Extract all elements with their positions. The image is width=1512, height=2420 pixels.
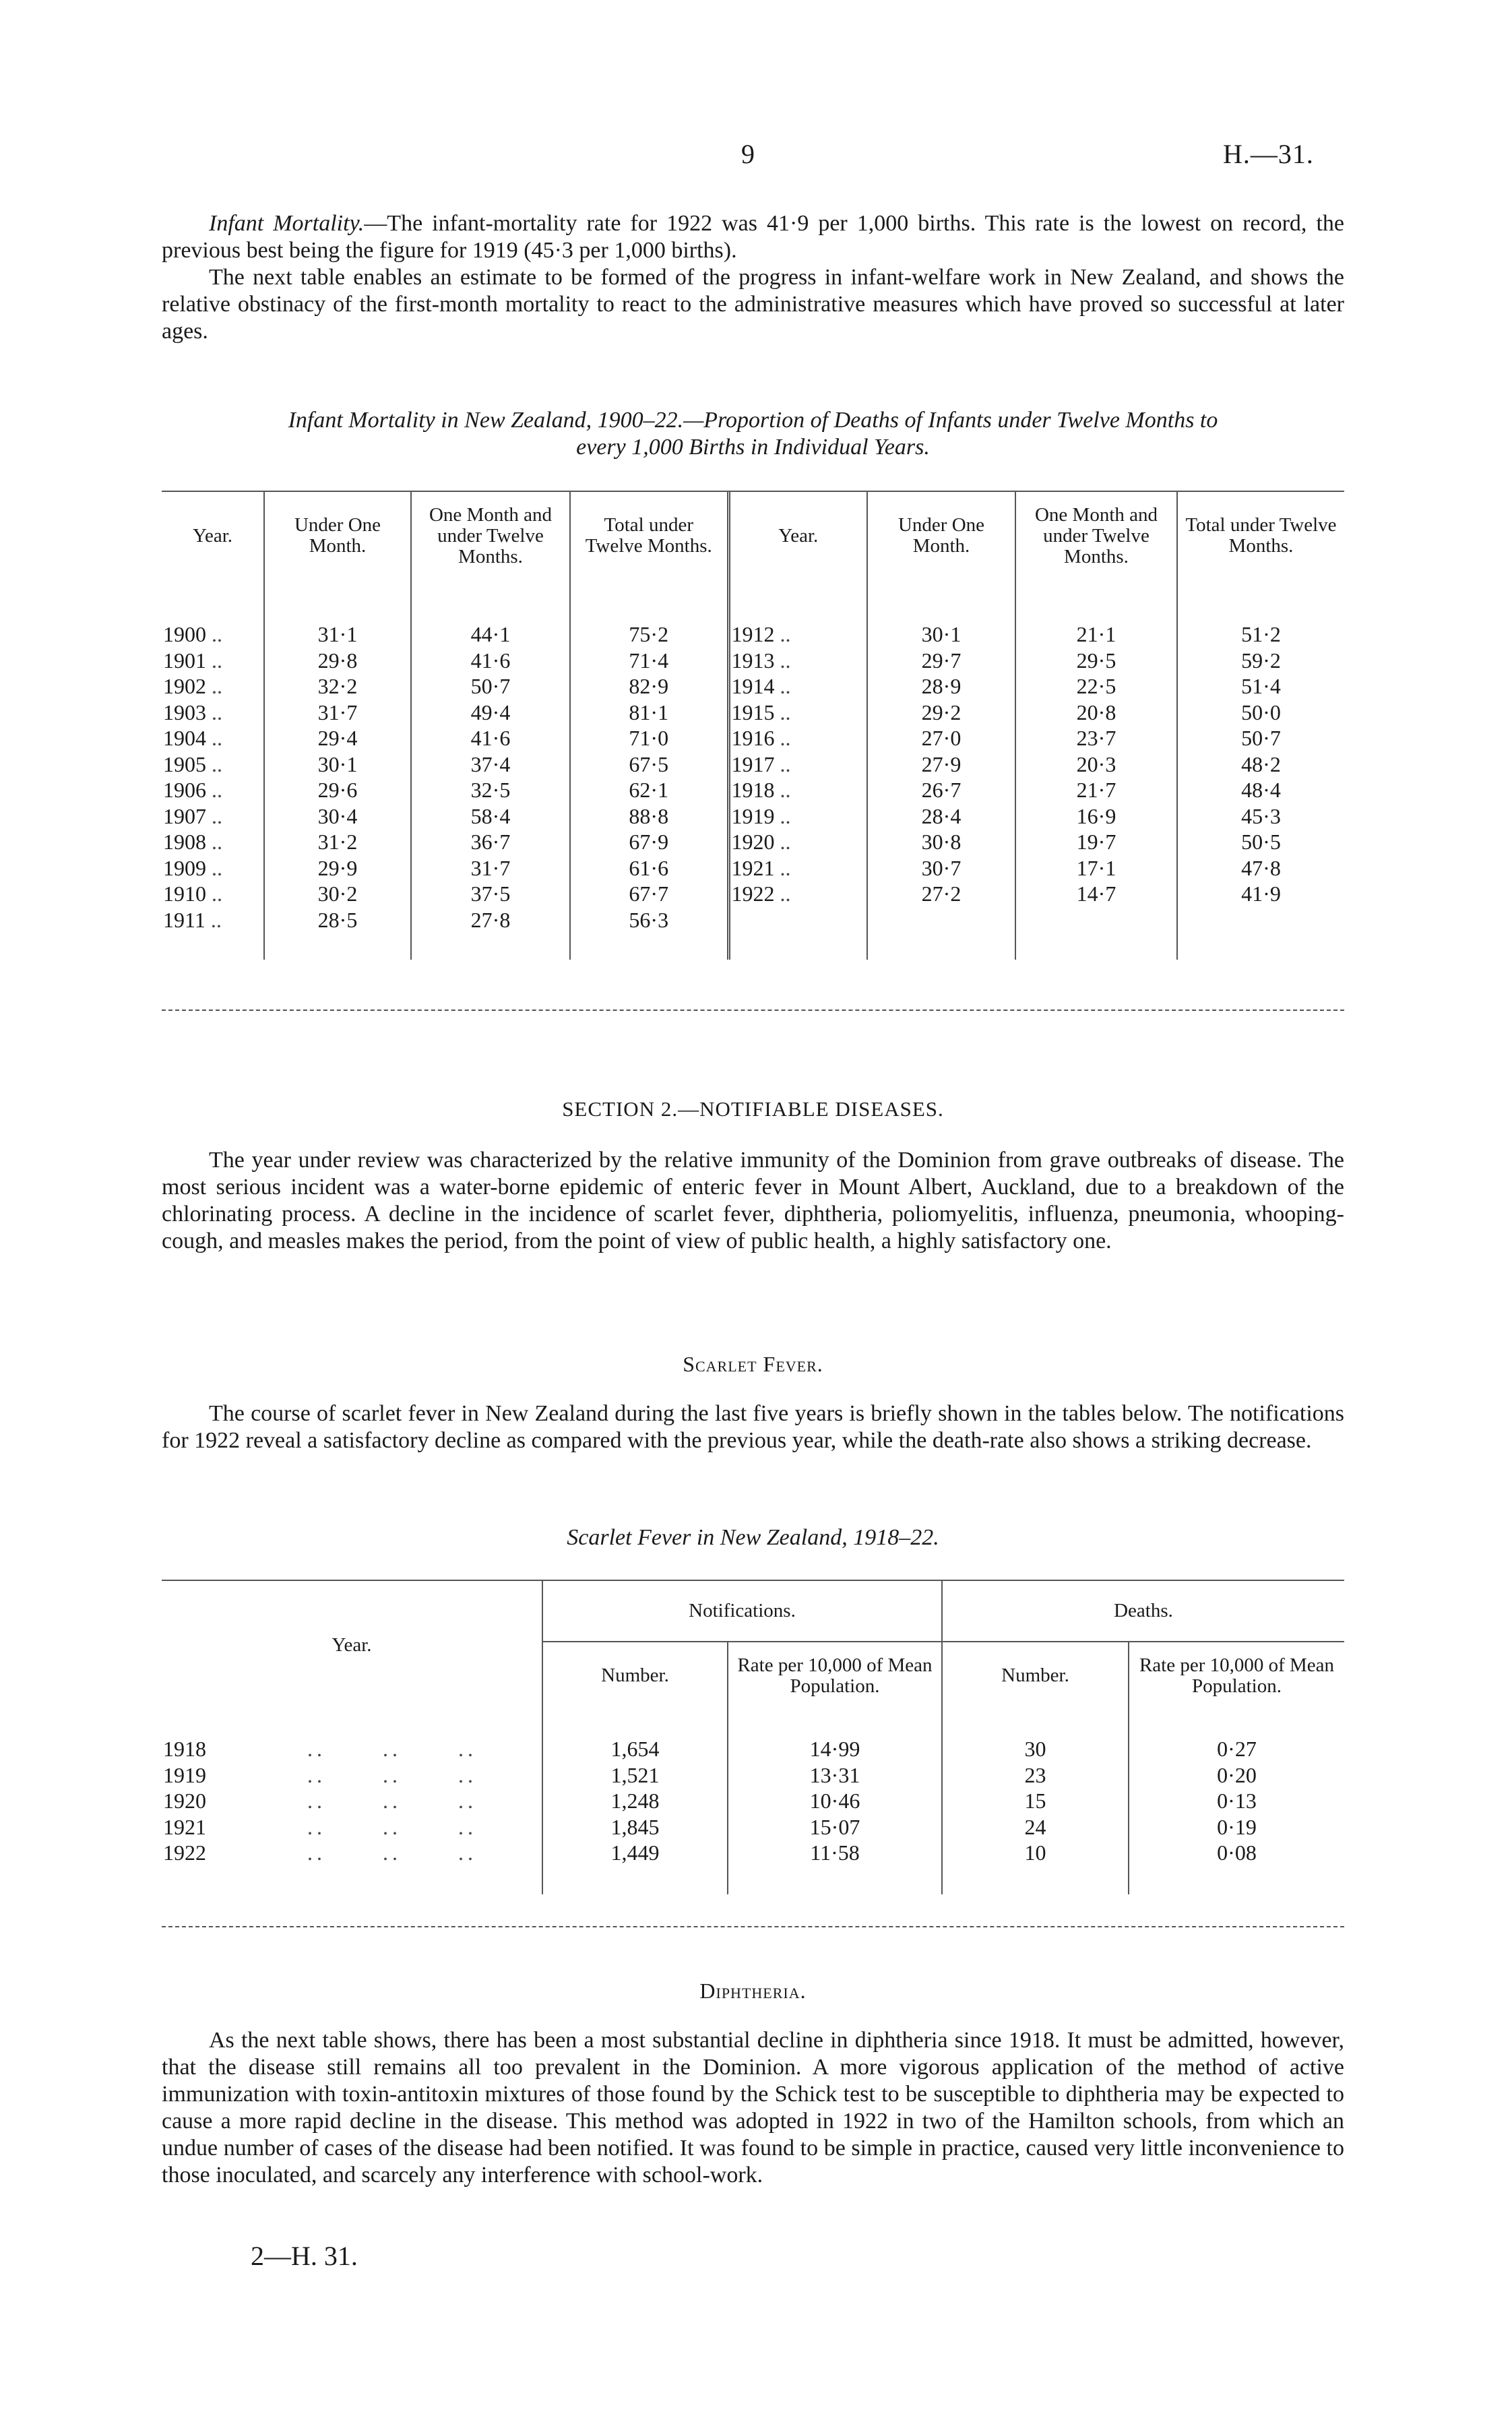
table-cell-year: 1919 ..: [728, 803, 867, 830]
infant-mortality-paragraph-1: [162, 210, 1344, 264]
table-cell-year: 1914 ..: [728, 673, 867, 700]
table-cell-value: 17·1: [1015, 855, 1177, 881]
page-number: 9: [741, 139, 755, 169]
table-cell-year: 1918 ..: [728, 777, 867, 803]
scarlet-col-deaths-number: Number.: [942, 1642, 1129, 1709]
table-row: [162, 1736, 1344, 1762]
table-cell-year: 1908 ..: [162, 829, 264, 855]
table-row: [162, 621, 1344, 648]
leader-dots: ..: [206, 648, 222, 673]
table-cell-year: 1905 ..: [162, 751, 264, 778]
table-cell-value: 24: [942, 1814, 1129, 1840]
table-cell-year: 1919 .. .. ..: [162, 1762, 542, 1789]
table-cell-value: 10·46: [728, 1788, 942, 1814]
table-cell-value: 32·2: [264, 673, 411, 700]
col-year: Year.: [162, 492, 264, 580]
table-cell-value: 29·7: [867, 648, 1015, 674]
scarlet-col-notifications-rate: Rate per 10,000 of Mean Population.: [728, 1642, 942, 1709]
scarlet-col-deaths-rate: Rate per 10,000 of Mean Population.: [1139, 1654, 1335, 1697]
infant-mortality-text: —The infant-mortality rate for 1922 was 41·9 per 1,000 births. This rate is the lowest on record, the previous best being the figure for 1919 (45·3 per 1,000 births).: [162, 211, 1344, 263]
col-total-under-twelve-2: Total under Twelve Months.: [1185, 514, 1337, 557]
table-row: [162, 803, 1344, 830]
leader-dots: .. .. ..: [307, 1762, 477, 1787]
table-cell-value: 27·9: [867, 751, 1015, 778]
table-cell-value: 21·1: [1015, 621, 1177, 648]
diphtheria-paragraph: As the next table shows, there has been a most substantial decline in diphtheria since 1918. It must be admitted, however, that the disease still remains all too prevalent in the Dominion. A more vigorous application of the method of active immunization with toxin-antitoxin mixtures of those found by the Schick test to be susceptible to diphtheria may be expected to cause a more rapid decline in the disease. This method was adopted in 1922 in two of the Hamilton schools, from which an undue number of cases of the disease had been notified. It was found to be simple in practice, caused very little inconvenience to those inoculated, and scarcely any interference with school-work.: [162, 2028, 1344, 2188]
table-cell-value: 67·9: [570, 829, 728, 855]
table-cell-value: 27·8: [411, 907, 570, 933]
table-cell-year: 1901 ..: [162, 648, 264, 674]
table-cell-value: 10: [942, 1840, 1129, 1866]
leader-dots: ..: [774, 726, 791, 750]
table-cell-empty: [1177, 907, 1344, 933]
table-cell-year: 1915 ..: [728, 700, 867, 726]
scarlet-table-bottom-rule: [162, 1926, 1344, 1927]
scarlet-col-notifications-number: Number.: [542, 1642, 728, 1709]
infant-table-caption: Infant Mortality in New Zealand, 1900–22.—Proportion of Deaths of Infants under Twelve Months to every 1,000 Births in Individual Years.: [288, 408, 1218, 460]
table-cell-value: 1,845: [542, 1814, 728, 1840]
table-cell-value: 50·0: [1241, 700, 1281, 724]
infant-mortality-paragraph-2: The next table enables an estimate to be formed of the progress in infant-welfare work in New Zealand, and shows the relative obstinacy of the first-month mortality to react to the administrative measures which have proved so successful at later ages.: [162, 265, 1344, 344]
scarlet-col-deaths: Deaths.: [942, 1581, 1344, 1642]
leader-dots: ..: [774, 830, 791, 854]
table-cell-value: 49·4: [411, 700, 570, 726]
infant-table-header-row: [162, 492, 1344, 580]
col-one-to-twelve-months-2: One Month and under Twelve Months.: [1015, 492, 1177, 580]
table-cell-value: 30·7: [867, 855, 1015, 881]
leader-dots: ..: [774, 622, 791, 646]
infant-table-bottom-rule: [162, 1010, 1344, 1011]
leader-dots: ..: [774, 855, 791, 880]
table-cell-year: 1900 ..: [162, 621, 264, 648]
table-cell-value: 37·4: [411, 751, 570, 778]
table-cell-empty: [1015, 907, 1177, 933]
infant-mortality-table: [162, 492, 1344, 960]
diphtheria-title: Diphtheria.: [699, 1979, 807, 2003]
table-cell-year: 1912 ..: [728, 621, 867, 648]
table-cell-value: 37·5: [411, 881, 570, 907]
table-row: [162, 777, 1344, 803]
leader-dots: ..: [774, 751, 791, 776]
leader-dots: ..: [206, 622, 222, 646]
table-row: [162, 725, 1344, 751]
table-cell-value: 29·6: [264, 777, 411, 803]
table-cell-value: 48·2: [1241, 751, 1281, 776]
table-row: [162, 700, 1344, 726]
table-cell-value: 14·99: [728, 1736, 942, 1762]
leader-dots: ..: [774, 674, 791, 698]
scarlet-col-notifications: Notifications.: [542, 1581, 942, 1642]
table-cell-value: 71·4: [570, 648, 728, 674]
table-cell-value: 51·2: [1241, 622, 1281, 646]
table-row: [162, 855, 1344, 881]
leader-dots: ..: [206, 700, 222, 724]
leader-dots: ..: [206, 726, 222, 750]
table-cell-value: 15: [942, 1788, 1129, 1814]
table-cell-value: 29·2: [867, 700, 1015, 726]
table-cell-value: 41·6: [411, 648, 570, 674]
leader-dots: .. .. ..: [307, 1789, 477, 1813]
col-year-2: Year.: [728, 492, 867, 580]
table-cell-value: 23: [942, 1762, 1129, 1789]
leader-dots: ..: [774, 700, 791, 724]
leader-dots: ..: [206, 803, 222, 828]
table-cell-year: 1902 ..: [162, 673, 264, 700]
table-cell-value: 50·7: [1241, 726, 1281, 750]
table-cell-year: 1920 ..: [728, 829, 867, 855]
table-cell-value: 20·3: [1015, 751, 1177, 778]
scarlet-table-caption: Scarlet Fever in New Zealand, 1918–22.: [567, 1525, 939, 1550]
table-cell-year: 1916 ..: [728, 725, 867, 751]
table-cell-value: 28·9: [867, 673, 1015, 700]
table-cell-value: 62·1: [570, 777, 728, 803]
table-row: [162, 751, 1344, 778]
leader-dots: ..: [206, 778, 222, 802]
table-cell-value: 30·1: [264, 751, 411, 778]
signature-mark: 2—H. 31.: [251, 2241, 358, 2271]
col-one-to-twelve-months: One Month and under Twelve Months.: [411, 492, 570, 580]
table-cell-value: 59·2: [1241, 648, 1281, 673]
section-2-paragraph: The year under review was characterized by the relative immunity of the Dominion from grave outbreaks of disease. The most serious incident was a water-borne epidemic of enteric fever in Mount Albert, Auckland, due to a breakdown of the chlorinating process. A decline in the incidence of scarlet fever, diphtheria, poliomyelitis, influenza, pneumonia, whooping-cough, and measles makes the period, from the point of view of public health, a highly satisfactory one.: [162, 1148, 1344, 1253]
table-row: [162, 1762, 1344, 1789]
table-cell-year: 1910 ..: [162, 881, 264, 907]
table-cell-value: 36·7: [411, 829, 570, 855]
section-2-title: SECTION 2.—NOTIFIABLE DISEASES.: [562, 1097, 944, 1121]
document-reference: H.—31.: [1223, 139, 1314, 169]
table-row: [162, 829, 1344, 855]
table-cell-value: 27·2: [867, 881, 1015, 907]
col-under-one-month-2: Under One Month.: [867, 492, 1015, 580]
table-cell-value: 11·58: [728, 1840, 942, 1866]
table-cell-value: 61·6: [570, 855, 728, 881]
table-cell-value: 29·8: [264, 648, 411, 674]
table-cell-empty: [867, 907, 1015, 933]
table-cell-value: 31·2: [264, 829, 411, 855]
table-row: [162, 673, 1344, 700]
table-cell-value: 20·8: [1015, 700, 1177, 726]
table-cell-year: 1913 ..: [728, 648, 867, 674]
table-cell-year: 1917 ..: [728, 751, 867, 778]
table-cell-value: 19·7: [1015, 829, 1177, 855]
table-cell-value: 44·1: [411, 621, 570, 648]
table-cell-value: 29·5: [1015, 648, 1177, 674]
table-cell-value: 16·9: [1015, 803, 1177, 830]
leader-dots: ..: [205, 907, 222, 932]
table-cell-value: 50·5: [1241, 830, 1281, 854]
table-cell-year: 1904 ..: [162, 725, 264, 751]
table-row: [162, 907, 1344, 933]
table-cell-value: 15·07: [728, 1814, 942, 1840]
table-cell-value: 30·8: [867, 829, 1015, 855]
table-cell-year: 1922 .. .. ..: [162, 1840, 542, 1866]
leader-dots: .. .. ..: [307, 1814, 477, 1839]
table-cell-empty: [728, 907, 867, 933]
table-cell-value: 67·5: [570, 751, 728, 778]
table-cell-value: 30·2: [264, 881, 411, 907]
table-cell-value: 22·5: [1015, 673, 1177, 700]
table-cell-value: 1,449: [542, 1840, 728, 1866]
table-cell-value: 31·7: [411, 855, 570, 881]
table-cell-value: 71·0: [570, 725, 728, 751]
table-cell-value: 45·3: [1241, 803, 1281, 828]
table-cell-year: 1921 ..: [728, 855, 867, 881]
table-cell-year: 1909 ..: [162, 855, 264, 881]
table-row: [162, 1788, 1344, 1814]
leader-dots: ..: [774, 803, 791, 828]
table-cell-value: 58·4: [411, 803, 570, 830]
table-cell-value: 30: [942, 1736, 1129, 1762]
table-cell-year: 1906 ..: [162, 777, 264, 803]
table-cell-year: 1903 ..: [162, 700, 264, 726]
table-cell-value: 28·5: [264, 907, 411, 933]
col-total-under-twelve: Total under Twelve Months.: [570, 492, 728, 580]
table-cell-value: 0·20: [1217, 1762, 1257, 1787]
leader-dots: ..: [774, 648, 791, 673]
table-cell-value: 1,521: [542, 1762, 728, 1789]
table-cell-value: 88·8: [570, 803, 728, 830]
table-cell-year: 1922 ..: [728, 881, 867, 907]
table-row: [162, 881, 1344, 907]
leader-dots: ..: [206, 881, 222, 906]
table-cell-value: 51·4: [1241, 674, 1281, 698]
scarlet-fever-title: Scarlet Fever.: [683, 1352, 823, 1376]
infant-mortality-heading: Infant Mortality.: [209, 211, 365, 236]
table-cell-value: 26·7: [867, 777, 1015, 803]
table-cell-year: 1921 .. .. ..: [162, 1814, 542, 1840]
table-cell-year: 1918 .. .. ..: [162, 1736, 542, 1762]
table-cell-value: 29·9: [264, 855, 411, 881]
table-cell-value: 31·1: [264, 621, 411, 648]
col-under-one-month: Under One Month.: [264, 492, 411, 580]
table-cell-value: 30·1: [867, 621, 1015, 648]
scarlet-fever-table: [162, 1581, 1344, 1894]
table-cell-value: 0·08: [1217, 1840, 1257, 1865]
table-cell-value: 0·13: [1217, 1789, 1257, 1813]
leader-dots: ..: [206, 855, 222, 880]
leader-dots: ..: [774, 778, 791, 802]
leader-dots: .. .. ..: [307, 1737, 477, 1761]
table-cell-value: 75·2: [570, 621, 728, 648]
table-cell-value: 41·9: [1241, 881, 1281, 906]
table-cell-value: 23·7: [1015, 725, 1177, 751]
table-row: [162, 1814, 1344, 1840]
table-cell-value: 30·4: [264, 803, 411, 830]
table-cell-year: 1907 ..: [162, 803, 264, 830]
leader-dots: ..: [206, 674, 222, 698]
table-cell-year: 1920 .. .. ..: [162, 1788, 542, 1814]
leader-dots: .. .. ..: [307, 1840, 477, 1865]
leader-dots: ..: [206, 830, 222, 854]
table-row: [162, 648, 1344, 674]
table-cell-value: 50·7: [411, 673, 570, 700]
table-cell-value: 0·27: [1217, 1737, 1257, 1761]
table-cell-value: 47·8: [1241, 855, 1281, 880]
table-cell-value: 29·4: [264, 725, 411, 751]
table-cell-value: 82·9: [570, 673, 728, 700]
table-cell-value: 1,248: [542, 1788, 728, 1814]
table-cell-value: 1,654: [542, 1736, 728, 1762]
table-cell-year: 1911 ..: [162, 907, 264, 933]
table-row: [162, 1840, 1344, 1866]
leader-dots: ..: [774, 881, 791, 906]
table-cell-value: 41·6: [411, 725, 570, 751]
table-cell-value: 81·1: [570, 700, 728, 726]
table-cell-value: 67·7: [570, 881, 728, 907]
table-cell-value: 21·7: [1015, 777, 1177, 803]
table-cell-value: 27·0: [867, 725, 1015, 751]
table-cell-value: 48·4: [1241, 778, 1281, 802]
table-cell-value: 56·3: [570, 907, 728, 933]
table-cell-value: 0·19: [1217, 1814, 1257, 1839]
table-cell-value: 13·31: [728, 1762, 942, 1789]
table-cell-value: 32·5: [411, 777, 570, 803]
table-cell-value: 31·7: [264, 700, 411, 726]
table-cell-value: 28·4: [867, 803, 1015, 830]
scarlet-fever-paragraph: The course of scarlet fever in New Zealand during the last five years is briefly shown in the tables below. The notifications for 1922 reveal a satisfactory decline as compared with the previous year, while the death-rate also shows a striking decrease.: [162, 1401, 1344, 1453]
leader-dots: ..: [206, 751, 222, 776]
table-cell-value: 14·7: [1015, 881, 1177, 907]
scarlet-col-year: Year.: [162, 1581, 542, 1709]
